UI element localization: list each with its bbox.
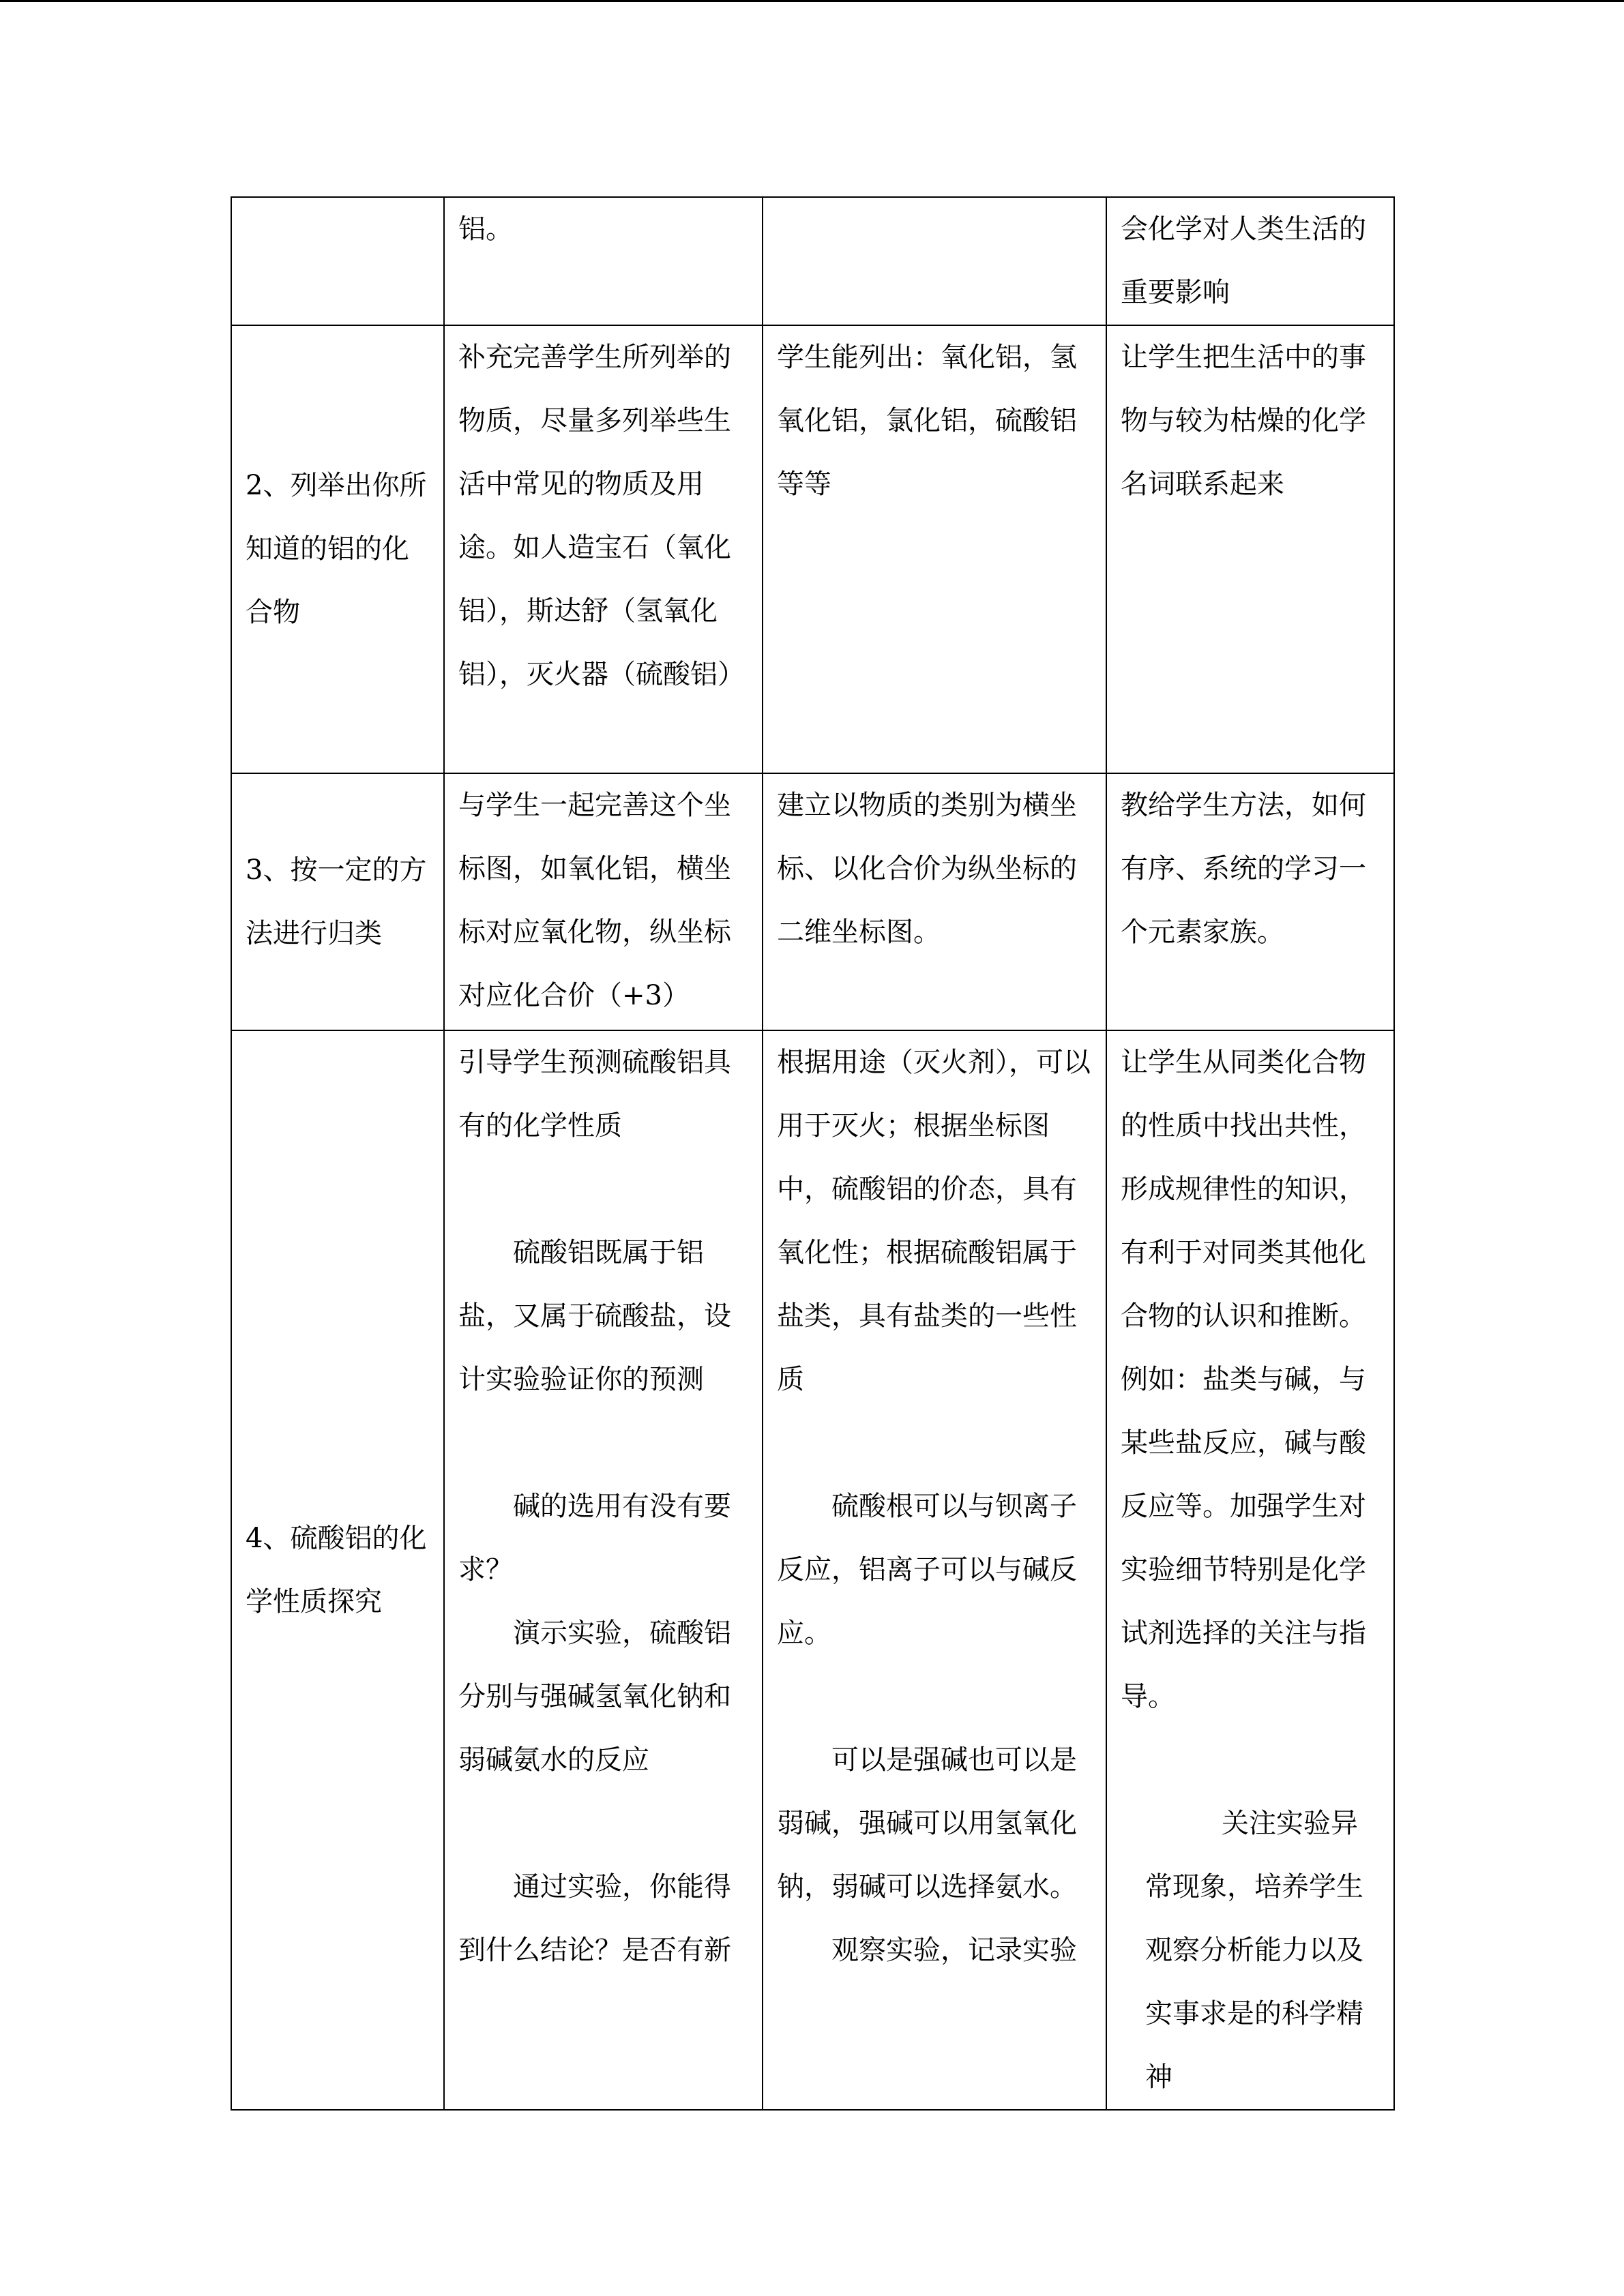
student-activity-text: 观察实验，记录实验: [831, 1935, 1077, 1966]
design-purpose-text: 让学生把生活中的事物与较为枯燥的化学名词联系起来: [1121, 342, 1366, 500]
teacher-activity-text: 硫酸铝既属于铝盐，又属于硫酸盐，设计实验验证你的预测: [458, 1237, 731, 1395]
student-activity-text: 根据用途（灭火剂），可以用于灭火；根据坐标图中，硫酸铝的价态，具有氧化性；根据硫酸铝属于盐类，具有盐类的一些性质: [777, 1047, 1091, 1395]
table-row: [231, 1030, 1394, 2110]
teacher-activity-text: 碱的选用有没有要求？: [458, 1491, 731, 1585]
step-cell: [231, 773, 444, 1030]
design-purpose-text: 关注实验异常现象，培养学生观察分析能力以及实事求是的科学精神: [1145, 1808, 1363, 2093]
step-cell: [231, 325, 444, 773]
design-purpose-cell: [1106, 197, 1394, 325]
design-purpose-text: 会化学对人类生活的重要影响: [1121, 213, 1366, 308]
table-row: [231, 325, 1394, 773]
teacher-activity-text: 通过实验，你能得到什么结论？是否有新: [458, 1871, 731, 1966]
student-activity-text: 硫酸根可以与钡离子反应，铝离子可以与碱反应。: [777, 1491, 1077, 1649]
page-top-border: [0, 0, 1624, 2]
table-row: [231, 197, 1394, 325]
teacher-activity-cell: [444, 773, 763, 1030]
step-cell: [231, 197, 444, 325]
teacher-activity-text: 演示实验，硫酸铝分别与强碱氢氧化钠和弱碱氨水的反应: [458, 1617, 731, 1776]
student-activity-text: 建立以物质的类别为横坐标、以化合价为纵坐标的二维坐标图。: [777, 790, 1077, 948]
teacher-activity-text: 与学生一起完善这个坐标图，如氧化铝，横坐标对应氧化物，纵坐标对应化合价（+3）: [458, 790, 731, 1011]
student-activity-cell: [763, 1030, 1106, 2110]
teacher-activity-cell: [444, 197, 763, 325]
step-text: 2、列举出你所知道的铝的化合物: [246, 470, 427, 628]
teacher-activity-cell: [444, 325, 763, 773]
step-cell: [231, 1030, 444, 2110]
design-purpose-cell: [1106, 773, 1394, 1030]
design-purpose-text: 让学生从同类化合物的性质中找出共性，形成规律性的知识，有利于对同类其他化合物的认识和推断。例如：盐类与碱，与某些盐反应，碱与酸反应等。加强学生对实验细节特别是化学试剂选择的关注与指导。: [1121, 1047, 1366, 1712]
teacher-activity-text: 引导学生预测硫酸铝具有的化学性质: [458, 1047, 731, 1142]
design-purpose-cell: [1106, 1030, 1394, 2110]
student-activity-cell: [763, 773, 1106, 1030]
design-purpose-cell: [1106, 325, 1394, 773]
teacher-activity-text: 补充完善学生所列举的物质，尽量多列举些生活中常见的物质及用途。如人造宝石（氧化铝），斯达舒（氢氧化铝），灭火器（硫酸铝）: [458, 342, 745, 690]
teacher-activity-cell: [444, 1030, 763, 2110]
design-purpose-text: 教给学生方法，如何有序、系统的学习一个元素家族。: [1121, 790, 1366, 948]
step-text: 4、硫酸铝的化学性质探究: [246, 1522, 427, 1617]
student-activity-cell: [763, 325, 1106, 773]
student-activity-text: 可以是强碱也可以是弱碱，强碱可以用氢氧化钠，弱碱可以选择氨水。: [777, 1744, 1077, 1903]
lesson-plan-table: [231, 196, 1395, 2111]
table-row: [231, 773, 1394, 1030]
student-activity-text: 学生能列出：氧化铝，氢氧化铝，氯化铝，硫酸铝等等: [777, 342, 1077, 500]
student-activity-cell: [763, 197, 1106, 325]
teacher-activity-text: 铝。: [458, 213, 513, 245]
step-text: 3、按一定的方法进行归类: [246, 854, 427, 949]
